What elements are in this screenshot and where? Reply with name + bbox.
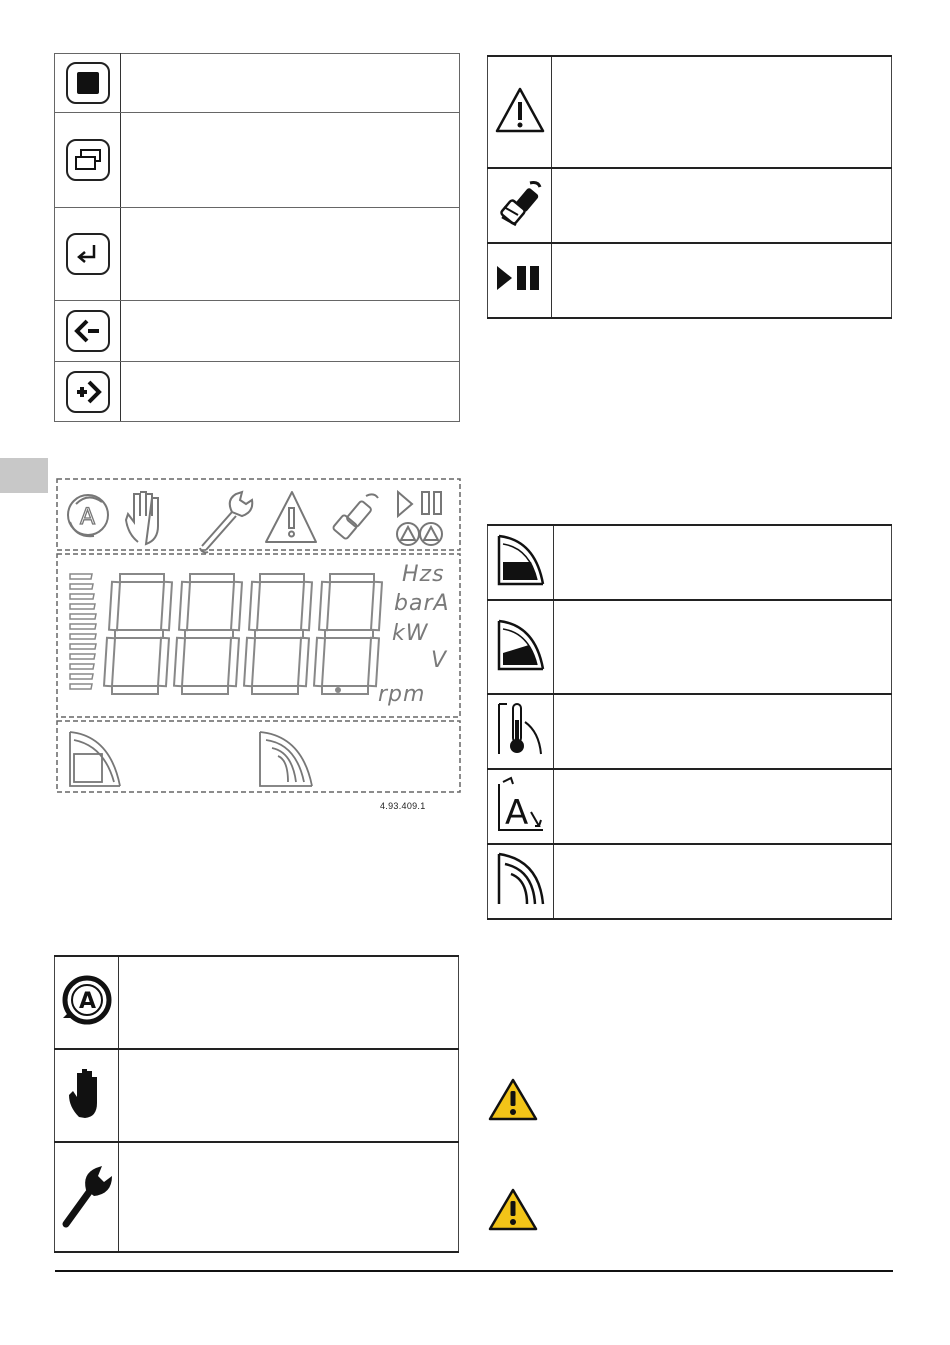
row-text <box>552 56 892 168</box>
table-row <box>55 1049 459 1142</box>
table-row <box>55 113 460 208</box>
level-partial-icon <box>495 660 547 677</box>
table-row <box>55 54 460 113</box>
level-full-icon <box>495 575 547 592</box>
row-text <box>121 113 460 208</box>
mode-table <box>54 955 459 1253</box>
lcd-segment <box>252 686 298 694</box>
row-text <box>119 1049 459 1142</box>
table-row <box>488 243 892 318</box>
menu-key-icon <box>66 139 110 181</box>
section-tab <box>0 458 48 493</box>
lcd-segment <box>322 686 368 694</box>
level-table <box>487 524 892 920</box>
table-row <box>488 844 892 919</box>
lcd-segment <box>249 582 260 630</box>
status-table <box>487 55 892 319</box>
unit-rpm: rpm <box>378 682 426 707</box>
lcd-segment <box>330 574 374 582</box>
manual-mode-icon <box>65 1106 109 1123</box>
stop-key-icon <box>66 62 110 104</box>
lcd-segment <box>158 638 169 686</box>
lcd-segment <box>115 630 163 638</box>
row-text <box>121 362 460 422</box>
lcd-segment <box>255 630 303 638</box>
caution-icon <box>487 1187 539 1238</box>
caution-icon <box>487 1077 539 1128</box>
svg-text:A: A <box>80 505 96 530</box>
arcs-icon <box>495 895 547 912</box>
lcd-segment <box>260 574 304 582</box>
svg-text:A: A <box>504 793 528 833</box>
table-row <box>55 1142 459 1252</box>
unit-kw: kW <box>392 621 429 646</box>
table-row <box>55 362 460 422</box>
lcd-segment <box>301 582 312 630</box>
unit-bara: barA <box>394 591 450 616</box>
table-row <box>55 956 459 1049</box>
enter-key-icon <box>66 233 110 275</box>
lcd-segment <box>109 582 120 630</box>
row-text <box>121 301 460 362</box>
lcd-segment <box>182 686 228 694</box>
table-row <box>488 694 892 769</box>
table-row <box>488 525 892 600</box>
service-connector-icon <box>496 216 544 233</box>
lcd-segment <box>368 638 379 686</box>
row-text <box>554 844 892 919</box>
unit-v: V <box>431 648 448 673</box>
back-key-icon <box>66 310 110 352</box>
lcd-segment <box>325 630 373 638</box>
row-text <box>554 769 892 844</box>
row-text <box>552 168 892 243</box>
play-pause-icon <box>495 278 545 295</box>
row-text <box>119 956 459 1049</box>
lcd-segment <box>179 582 190 630</box>
table-row <box>488 56 892 168</box>
row-text <box>121 208 460 301</box>
auto-mode-icon <box>61 989 113 1030</box>
footer-rule <box>55 1270 893 1272</box>
svg-text:A: A <box>78 989 96 1014</box>
table-row <box>488 168 892 243</box>
lcd-segment <box>185 630 233 638</box>
warning-icon <box>494 122 546 139</box>
figure-reference: 4.93.409.1 <box>380 801 426 811</box>
lcd-segment <box>298 638 309 686</box>
row-text <box>121 54 460 113</box>
lcd-segment <box>161 582 172 630</box>
lcd-segment <box>314 638 325 686</box>
lcd-segment <box>174 638 185 686</box>
forward-key-icon <box>66 371 110 413</box>
lcd-segment <box>228 638 239 686</box>
table-row <box>55 208 460 301</box>
current-icon <box>495 793 547 838</box>
unit-hzs: Hzs <box>402 562 445 587</box>
row-text <box>119 1142 459 1252</box>
lcd-segment <box>231 582 242 630</box>
lcd-segment <box>244 638 255 686</box>
lcd-segment <box>319 582 330 630</box>
table-row <box>488 600 892 694</box>
lcd-segment <box>104 638 115 686</box>
lcd-segment <box>120 574 164 582</box>
lcd-segment <box>371 582 382 630</box>
table-row <box>488 769 892 844</box>
lcd-display-figure <box>56 478 462 794</box>
table-row <box>55 301 460 362</box>
row-text <box>552 243 892 318</box>
lcd-segment <box>112 686 158 694</box>
lcd-segment <box>190 574 234 582</box>
row-text <box>554 525 892 600</box>
temperature-icon <box>495 745 547 762</box>
row-text <box>554 694 892 769</box>
wrench-icon <box>62 1217 112 1234</box>
keys-table <box>54 53 460 422</box>
row-text <box>554 600 892 694</box>
